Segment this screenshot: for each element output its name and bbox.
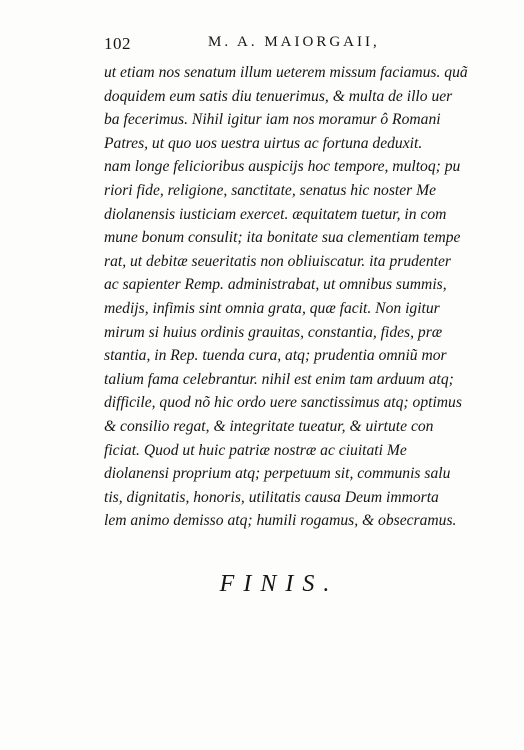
text-line: riori fide, religione, sanctitate, senatus hic noster Me [104,181,437,199]
text-line: rat, ut debitæ seueritatis non obliuiscatur. ita prudenter [104,252,451,270]
text-line: talium fama celebrantur. nihil est enim tam arduum atq; [104,370,454,388]
text-line: diolanensis iusticiam exercet. æquitatem tuetur, in com [104,205,447,223]
text-line: stantia, in Rep. tuenda cura, atq; prudentia omniũ mor [104,347,447,365]
text-line: ba fecerimus. Nihil igitur iam nos moramur ô Romani [104,111,441,129]
text-line: lem animo demisso atq; humili rogamus, & obsecramus. [104,512,457,530]
text-line: mune bonum consulit; ita bonitate sua clementiam tempe [104,229,461,247]
running-title: M. A. MAIORGAII, [208,34,380,50]
page-number: 102 [104,34,131,53]
body-text [104,61,504,533]
text-line: & consilio regat, & integritate tueatur, & uirtute con [104,417,434,435]
text-line: doquidem eum satis diu tenuerimus, & multa de illo uer [104,87,453,105]
text-line: Patres, ut quo uos uestra uirtus ac fortuna deduxit. [104,134,423,152]
finis-colophon: FINIS. [219,571,339,597]
text-line: ac sapienter Remp. administrabat, ut omnibus summis, [104,276,447,294]
text-line: mirum si huius ordinis grauitas, constantia, fides, præ [104,323,443,341]
text-line: tis, dignitatis, honoris, utilitatis causa Deum immorta [104,488,439,506]
text-line: ficiat. Quod ut huic patriæ nostræ ac ciuitati Me [104,441,407,459]
text-line: medijs, infimis sint omnia grata, quæ facit. Non igitur [104,299,440,317]
text-line: nam longe felicioribus auspicijs hoc tempore, multoq; pu [104,158,461,176]
running-head [104,34,504,58]
text-line: diolanensi proprium atq; perpetuum sit, communis salu [104,465,451,483]
text-line: ut etiam nos senatum illum ueterem missum faciamus. quã [104,64,468,81]
text-line: difficile, quod nõ hic ordo uere sanctissimus atq; optimus [104,394,462,412]
